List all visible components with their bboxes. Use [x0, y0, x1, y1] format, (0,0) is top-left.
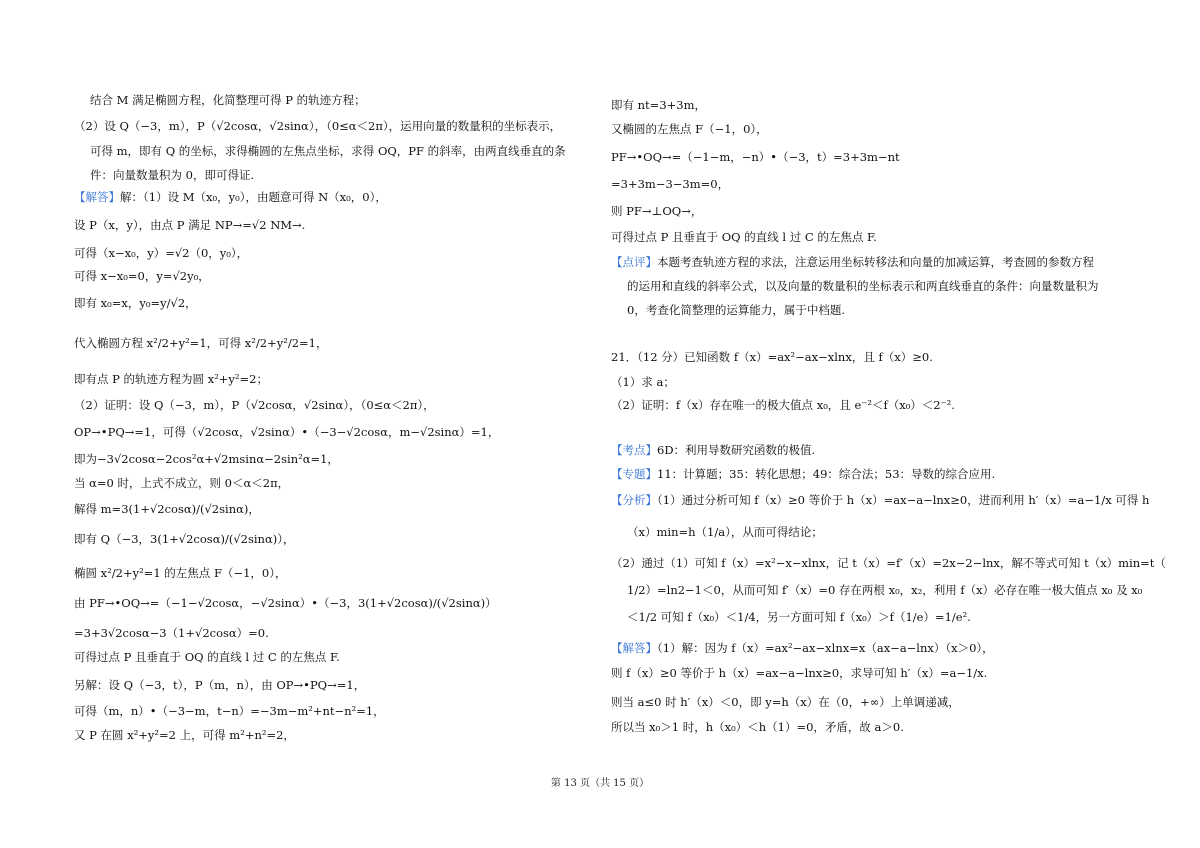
- text-line: 可得过点 P 且垂直于 OQ 的直线 l 过 C 的左焦点 F.: [74, 650, 340, 664]
- analysis-line: [611, 492, 1149, 508]
- text-line: 另解：设 Q（−3，t），P（m，n），由 OP→•PQ→=1，: [74, 678, 366, 692]
- point-tag: 【考点】: [611, 443, 657, 457]
- text-line: =3+3m−3−3m=0，: [611, 177, 730, 191]
- answer-tag: 【解答】: [74, 190, 120, 204]
- text-line: 本题考查轨迹方程的求法，注意运用坐标转移法和向量的加减运算，考查圆的参数方程: [657, 255, 1094, 269]
- text-line: PF→•OQ→=（−1−m，−n）•（−3，t）=3+3m−nt: [611, 150, 900, 164]
- text-line: 则 f（x）≥0 等价于 h（x）=ax−a−lnx≥0，求导可知 h′（x）=a−1/x.: [611, 666, 988, 680]
- text-line: 1/2）=ln2−1＜0，从而可知 f′（x）=0 存在两根 x₀，x₂，利用 f（x）必存在唯一极大值点 x₀ 及 x₀: [627, 583, 1143, 597]
- text-line: 的运用和直线的斜率公式，以及向量的数量积的坐标表示和两直线垂直的条件：向量数量积为: [627, 279, 1099, 293]
- review-tag: 【点评】: [611, 255, 657, 269]
- text-line: 即有 x₀=x，y₀=y/√2，: [74, 296, 197, 310]
- text-line: 所以当 x₀＞1 时，h（x₀）＜h（1）=0，矛盾，故 a＞0.: [611, 720, 904, 734]
- text-line: （2）证明：f（x）存在唯一的极大值点 x₀，且 e⁻²＜f（x₀）＜2⁻².: [611, 398, 955, 412]
- text-line: 即有点 P 的轨迹方程为圆 x²+y²=2；: [74, 372, 268, 386]
- text-line: 又椭圆的左焦点 F（−1，0），: [611, 122, 768, 136]
- text-line: 解：（1）设 M（x₀，y₀），由题意可得 N（x₀，0），: [120, 190, 387, 204]
- analysis-tag: 【分析】: [611, 493, 657, 507]
- text-line: （2）证明：设 Q（−3，m），P（√2cosα，√2sinα），（0≤α＜2π），: [74, 398, 435, 412]
- answer-tag: 【解答】: [611, 641, 657, 655]
- text-line: 代入椭圆方程 x²/2+y²=1，可得 x²/2+y²/2=1，: [74, 336, 328, 350]
- text-line: 可得（m，n）•（−3−m，t−n）=−3m−m²+nt−n²=1，: [74, 704, 385, 718]
- text-line: 解得 m=3(1+√2cosα)/(√2sinα)，: [74, 502, 260, 516]
- text-line: 当 α=0 时，上式不成立，则 0＜α＜2π，: [74, 476, 290, 490]
- answer-line: [74, 189, 387, 205]
- text-line: 即有 nt=3+3m，: [611, 98, 706, 112]
- text-line: 即为−3√2cosα−2cos²α+√2msinα−2sin²α=1，: [74, 452, 339, 466]
- text-line: 设 P（x，y），由点 P 满足 NP→=√2 NM→.: [74, 218, 306, 232]
- text-line: （1）通过分析可知 f（x）≥0 等价于 h（x）=ax−a−lnx≥0，进而利用 h′（x）=a−1/x 可得 h: [657, 493, 1150, 507]
- text-line: 则当 a≤0 时 h′（x）＜0，即 y=h（x）在（0，+∞）上单调递减，: [611, 695, 960, 709]
- text-line: 件：向量数量积为 0，即可得证.: [90, 168, 255, 182]
- text-line: 又 P 在圆 x²+y²=2 上，可得 m²+n²=2，: [74, 728, 295, 742]
- page-footer: 第 13 页（共 15 页）: [550, 778, 650, 789]
- text-line: 11：计算题；35：转化思想；49：综合法；53：导数的综合应用.: [657, 467, 996, 481]
- text-line: （1）求 a；: [611, 375, 675, 389]
- topic-tag: 【专题】: [611, 467, 657, 481]
- text-line: 结合 M 满足椭圆方程，化简整理可得 P 的轨迹方程；: [90, 93, 366, 107]
- text-line: 则 PF→⊥OQ→，: [611, 204, 703, 218]
- text-line: 可得（x−x₀，y）=√2（0，y₀），: [74, 246, 249, 260]
- text-line: 由 PF→•OQ→=（−1−√2cosα，−√2sinα）•（−3，3(1+√2cosα)/(√2sinα)）: [74, 596, 497, 610]
- text-line: 0，考查化简整理的运算能力，属于中档题.: [627, 303, 845, 317]
- question-line: 21．（12 分）已知函数 f（x）=ax²−ax−xlnx，且 f（x）≥0.: [611, 350, 933, 364]
- text-line: （x）min=h（1/a），从而可得结论；: [627, 525, 823, 539]
- text-line: 6D：利用导数研究函数的极值.: [657, 443, 816, 457]
- review-line: [611, 254, 1094, 270]
- text-line: 可得 m，即有 Q 的坐标，求得椭圆的左焦点坐标，求得 OQ，PF 的斜率，由两直线垂直的条: [90, 144, 566, 158]
- answer-line: [611, 640, 994, 656]
- text-line: OP→•PQ→=1，可得（√2cosα，√2sinα）•（−3−√2cosα，m−√2sinα）=1，: [74, 425, 500, 439]
- text-line: （2）通过（1）可知 f（x）=x²−x−xlnx，记 t（x）=f′（x）=2x−2−lnx，解不等式可知 t（x）min=t（: [611, 556, 1166, 570]
- text-line: ＜1/2 可知 f（x₀）＜1/4，另一方面可知 f（x₀）＞f（1/e）=1/e².: [627, 610, 971, 624]
- text-line: 即有 Q（−3，3(1+√2cosα)/(√2sinα)），: [74, 532, 295, 546]
- point-line: [611, 442, 815, 458]
- text-line: 可得 x−x₀=0，y=√2y₀，: [74, 269, 210, 283]
- text-line: （2）设 Q（−3，m），P（√2cosα，√2sinα），（0≤α＜2π），运用向量的数量积的坐标表示，: [74, 119, 562, 133]
- text-line: （1）解：因为 f（x）=ax²−ax−xlnx=x（ax−a−lnx）（x＞0），: [657, 641, 994, 655]
- text-line: =3+3√2cosα−3（1+√2cosα）=0.: [74, 626, 269, 640]
- text-line: 可得过点 P 且垂直于 OQ 的直线 l 过 C 的左焦点 F.: [611, 230, 877, 244]
- topic-line: [611, 466, 995, 482]
- text-line: 椭圆 x²/2+y²=1 的左焦点 F（−1，0），: [74, 566, 287, 580]
